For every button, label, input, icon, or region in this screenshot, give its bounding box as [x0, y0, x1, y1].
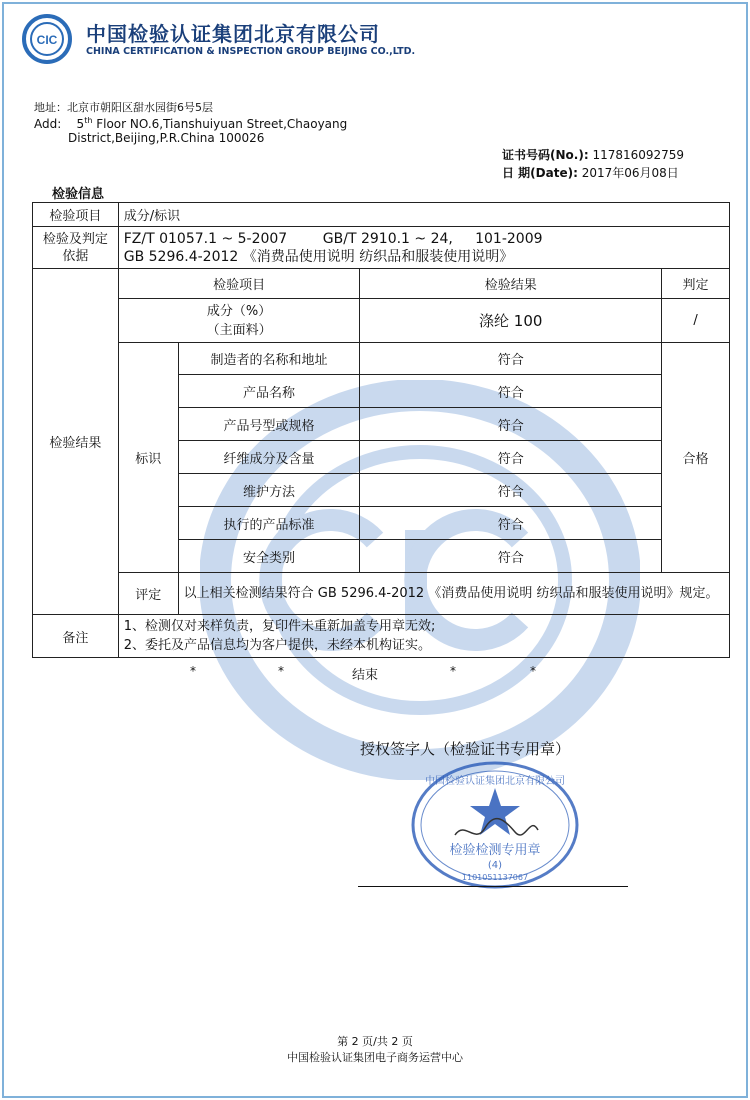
- composition-label-main: 成分（%）: [206, 303, 272, 319]
- composition-label-sub: （主面料）: [206, 322, 272, 338]
- marking-result: 符合: [360, 474, 662, 507]
- end-text: 结束: [352, 668, 379, 683]
- end-star: *: [450, 664, 456, 678]
- marking-judge: 合格: [662, 343, 730, 573]
- basis-line1: FZ/T 01057.1 ~ 5-2007 GB/T 2910.1 ~ 24, 101-2009: [123, 230, 543, 247]
- address-en-line2: District,Beijing,P.R.China 100026: [68, 131, 265, 145]
- end-star: *: [190, 664, 196, 678]
- org-name-en: CHINA CERTIFICATION & INSPECTION GROUP BEIJING CO.,LTD.: [86, 46, 416, 57]
- col-result-header: 检验结果: [360, 269, 662, 299]
- table-row: [33, 269, 730, 299]
- certificate-date: [502, 164, 679, 181]
- table-row: [33, 299, 730, 343]
- marking-result: 符合: [360, 540, 662, 573]
- marking-item: 维护方法: [178, 474, 360, 507]
- stamp-title: 检验检测专用章: [449, 843, 541, 858]
- basis-value: [118, 227, 729, 269]
- stamp-org: 中国检验认证集团北京有限公司: [425, 776, 565, 787]
- table-row: [33, 227, 730, 269]
- basis-label: 检验及判定依据: [33, 227, 119, 269]
- footer-org: 中国检验认证集团电子商务运营中心: [287, 1051, 463, 1064]
- marking-item: 纤维成分及含量: [178, 441, 360, 474]
- stamp-number: (4): [487, 860, 503, 871]
- marking-label: 标识: [118, 343, 178, 573]
- composition-value: 涤纶 100: [360, 299, 662, 343]
- remarks-value: [118, 615, 729, 658]
- inspection-table: [32, 202, 730, 658]
- marking-item: 安全类别: [178, 540, 360, 573]
- signatory-label: 授权签字人（检验证书专用章）: [360, 740, 571, 758]
- table-row: [33, 203, 730, 227]
- marking-result: 符合: [360, 375, 662, 408]
- address-cn: [34, 99, 213, 115]
- logo-text: CIC: [36, 33, 58, 47]
- remarks-label: 备注: [33, 615, 119, 658]
- certificate-number-label: 证书号码(No.):: [502, 148, 589, 162]
- address-cn-label: 地址：: [34, 101, 67, 114]
- marking-item: 产品号型或规格: [178, 408, 360, 441]
- stamp-code: 1101051137067: [461, 873, 529, 882]
- address-en-label: Add:: [34, 117, 62, 131]
- address-en-sup: th: [84, 116, 93, 125]
- basis-line2: GB 5296.4-2012 《消费品使用说明 纺织品和服装使用说明》: [123, 248, 514, 265]
- composition-label: [118, 299, 360, 343]
- item-label: 检验项目: [33, 203, 119, 227]
- remarks-line1: 1、检测仅对来样负责，复印件未重新加盖专用章无效;: [123, 619, 436, 634]
- col-item-header: 检验项目: [118, 269, 360, 299]
- end-star: *: [530, 664, 536, 678]
- end-star: *: [278, 664, 284, 678]
- marking-result: 符合: [360, 408, 662, 441]
- table-row: [33, 573, 730, 615]
- page-number: 第 2 页/共 2 页: [337, 1035, 413, 1048]
- address-en-line1-a: 5: [76, 117, 85, 131]
- marking-item: 产品名称: [178, 375, 360, 408]
- table-row: [33, 343, 730, 375]
- composition-judge: /: [662, 299, 730, 343]
- marking-item: 执行的产品标准: [178, 507, 360, 540]
- result-label: 检验结果: [33, 269, 119, 615]
- table-row: [33, 615, 730, 658]
- org-name-cn: 中国检验认证集团北京有限公司: [86, 22, 380, 46]
- remarks-line2: 2、委托及产品信息均为客户提供，未经本机构证实。: [123, 638, 432, 653]
- address-cn-value: 北京市朝阳区甜水园街6号5层: [67, 101, 213, 114]
- certificate-number-value: 117816092759: [592, 148, 685, 162]
- certificate-number: [502, 146, 684, 163]
- section-title: 检验信息: [52, 187, 105, 202]
- evaluation-label: 评定: [118, 573, 178, 615]
- item-value: 成分/标识: [118, 203, 729, 227]
- cic-logo-icon: [22, 14, 72, 64]
- star-icon: [470, 788, 520, 835]
- certificate-date-label: 日 期(Date):: [502, 166, 578, 180]
- official-stamp: [410, 760, 580, 890]
- marking-item: 制造者的名称和地址: [178, 343, 360, 375]
- certificate-date-value: 2017年06月08日: [581, 166, 679, 180]
- col-judge-header: 判定: [662, 269, 730, 299]
- signature-line: [358, 886, 628, 887]
- address-en-line1-b: Floor NO.6,Tianshuiyuan Street,Chaoyang: [92, 117, 348, 131]
- marking-result: 符合: [360, 507, 662, 540]
- address-en: [34, 116, 347, 131]
- evaluation-value: 以上相关检测结果符合 GB 5296.4-2012 《消费品使用说明 纺织品和服装使用说明》规定。: [178, 573, 729, 615]
- marking-result: 符合: [360, 343, 662, 375]
- marking-result: 符合: [360, 441, 662, 474]
